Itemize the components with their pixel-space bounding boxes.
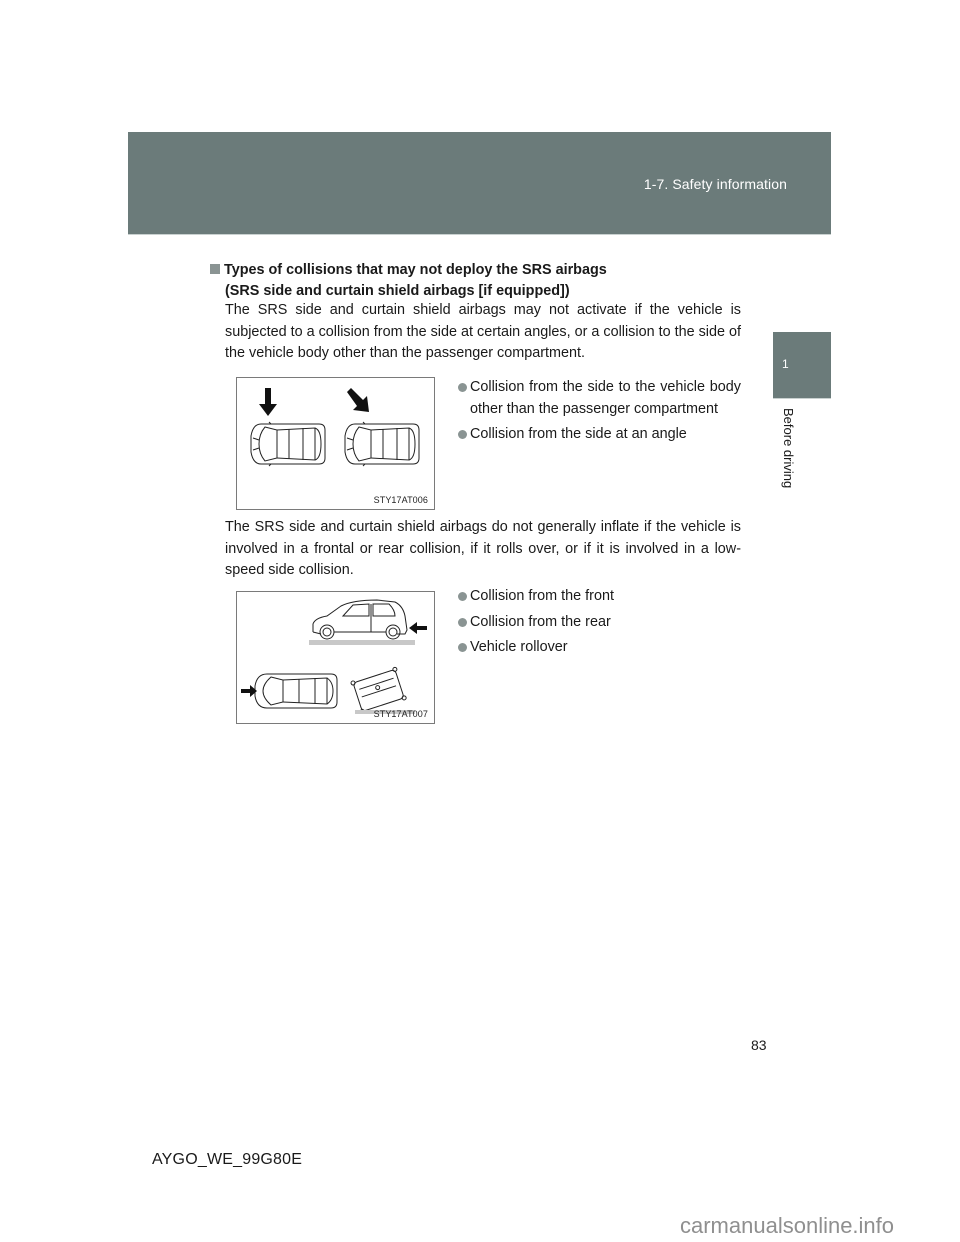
bullet-item bbox=[458, 377, 741, 420]
intro-paragraph: The SRS side and curtain shield airbags may not activate if the vehicle is subjected to a collision from the side at certain angles, or a collision to the side of the vehicle body other than the passenger compartment. bbox=[225, 302, 741, 361]
bullet-dot-icon bbox=[458, 383, 467, 392]
section-heading bbox=[210, 260, 770, 302]
second-paragraph: The SRS side and curtain shield airbags do not generally inflate if the vehicle is involved in a frontal or rear collision, if it rolls over, or if it is involved in a low-speed side collision. bbox=[225, 519, 741, 578]
section-title: 1-7. Safety information bbox=[643, 176, 787, 192]
document-code: AYGO_WE_99G80E bbox=[152, 1151, 303, 1168]
bullet-item bbox=[458, 637, 741, 659]
bullet-item bbox=[458, 612, 741, 634]
figure-code: STY17AT007 bbox=[373, 709, 428, 719]
heading-line-2: (SRS side and curtain shield airbags [if equipped]) bbox=[225, 283, 570, 299]
watermark-link[interactable]: carmanualsonline.info bbox=[680, 1213, 895, 1238]
bullet-text: Collision from the side to the vehicle body other than the passenger compartment bbox=[470, 379, 741, 417]
bullet-dot-icon bbox=[458, 643, 467, 652]
chapter-label: Before driving bbox=[781, 408, 796, 489]
bullet-dot-icon bbox=[458, 430, 467, 439]
bullet-text: Vehicle rollover bbox=[470, 639, 568, 655]
car-top-view-side-collision-illustration bbox=[237, 378, 436, 511]
square-bullet-icon bbox=[210, 264, 220, 274]
heading-line-1: Types of collisions that may not deploy the SRS airbags bbox=[224, 262, 607, 278]
bullet-list-2 bbox=[458, 586, 741, 663]
bullet-text: Collision from the side at an angle bbox=[470, 426, 687, 442]
bullet-item bbox=[458, 424, 741, 446]
chapter-tab bbox=[773, 332, 831, 398]
bullet-dot-icon bbox=[458, 592, 467, 601]
car-front-rear-rollover-illustration bbox=[237, 592, 436, 725]
bullet-text: Collision from the rear bbox=[470, 613, 611, 630]
bullet-dot-icon bbox=[458, 618, 467, 627]
page-number: 83 bbox=[751, 1037, 767, 1053]
bullet-text: Collision from the front bbox=[470, 588, 614, 604]
figure-front-rear-rollover bbox=[236, 591, 435, 724]
bullet-list-1 bbox=[458, 377, 741, 450]
chapter-number: 1 bbox=[782, 357, 789, 371]
figure-code: STY17AT006 bbox=[373, 495, 428, 505]
header-bar bbox=[128, 132, 831, 234]
bullet-item bbox=[458, 586, 741, 608]
figure-side-collision bbox=[236, 377, 435, 510]
